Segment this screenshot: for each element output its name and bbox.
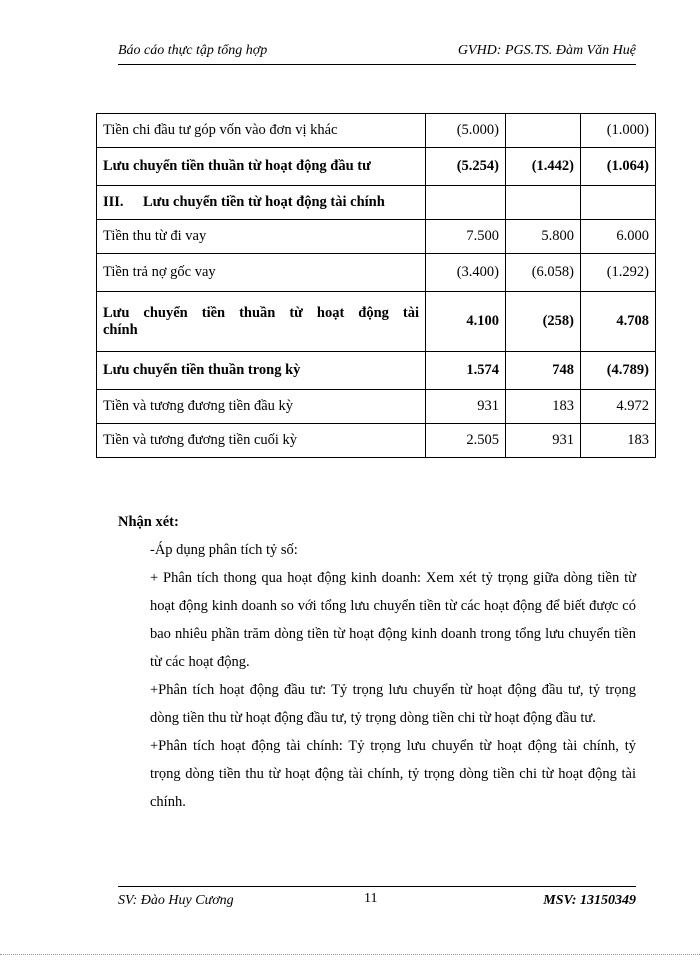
cell-value: 6.000: [581, 220, 656, 254]
cell-value: 183: [581, 424, 656, 458]
cash-flow-table: [96, 113, 656, 458]
table-row: [97, 220, 656, 254]
cell-value: 748: [506, 352, 581, 390]
header-supervisor: GVHD: PGS.TS. Đàm Văn Huệ: [457, 43, 636, 58]
page-footer: [118, 886, 636, 915]
table-row: [97, 114, 656, 148]
row-label-line1: Lưu chuyển tiền thuần từ hoạt động tài: [103, 304, 419, 321]
comment-paragraph-investment: +Phân tích hoạt động đầu tư: Tỷ trọng lưu chuyển từ hoạt động đầu tư, tỷ trọng dòng tiền thu từ hoạt động đầu tư, tỷ trọng dòng tiền chi từ hoạt động đầu tư.: [150, 682, 636, 726]
cell-value: [506, 186, 581, 220]
row-label: Tiền chi đầu tư góp vốn vào đơn vị khác: [97, 114, 426, 148]
row-label: [97, 292, 426, 352]
header-report-title: Báo cáo thực tập tổng hợp: [118, 43, 268, 58]
page-number: 11: [364, 891, 378, 906]
comment-paragraph-business: + Phân tích thong qua hoạt động kinh doanh: Xem xét tỷ trọng giữa dòng tiền từ hoạt động kinh doanh so với tổng lưu chuyển tiền từ các hoạt động để biết được có bao nhiêu phần trăm dòng tiền từ hoạt động kinh doanh trong tổng lưu chuyển tiền từ các hoạt động.: [150, 570, 636, 670]
cell-value: [581, 186, 656, 220]
row-label: Lưu chuyển tiền từ hoạt động tài chính: [143, 194, 385, 210]
cell-value: 931: [426, 390, 506, 424]
cell-value: (1.442): [506, 148, 581, 186]
footer-student: SV: Đào Huy Cương: [118, 893, 234, 908]
row-label: Tiền và tương đương tiền cuối kỳ: [97, 424, 426, 458]
cell-value: (1.292): [581, 254, 656, 292]
comment-paragraph-financial: +Phân tích hoạt động tài chính: Tỷ trọng lưu chuyển từ hoạt động tài chính, tỷ trọng dòng tiền thu từ hoạt động tài chính, tỷ trọng dòng tiền chi từ hoạt động tài chính.: [150, 738, 636, 810]
cell-value: 931: [506, 424, 581, 458]
cell-value: 4.972: [581, 390, 656, 424]
row-label: Lưu chuyển tiền thuần từ hoạt động đầu tư: [97, 148, 426, 186]
comments-intro: -Áp dụng phân tích tỷ số:: [150, 542, 298, 558]
table-row: [97, 390, 656, 424]
row-label: Tiền và tương đương tiền đầu kỳ: [97, 390, 426, 424]
comments-title: Nhận xét:: [118, 514, 179, 530]
cell-value: (4.789): [581, 352, 656, 390]
table-row: [97, 352, 656, 390]
row-label: Tiền thu từ đi vay: [97, 220, 426, 254]
cell-value: 2.505: [426, 424, 506, 458]
cell-value: 183: [506, 390, 581, 424]
cell-value: [426, 186, 506, 220]
table-row: [97, 148, 656, 186]
cell-value: (6.058): [506, 254, 581, 292]
cell-value: 7.500: [426, 220, 506, 254]
row-label-line2: chính: [103, 321, 138, 338]
cell-value: (1.000): [581, 114, 656, 148]
table-row-section: [97, 186, 656, 220]
row-label: Lưu chuyển tiền thuần trong kỳ: [97, 352, 426, 390]
table-row: [97, 292, 656, 352]
footer-student-id: MSV: 13150349: [543, 893, 636, 908]
cell-value: [506, 114, 581, 148]
table-row: [97, 254, 656, 292]
row-label: Tiền trả nợ gốc vay: [97, 254, 426, 292]
cell-value: (1.064): [581, 148, 656, 186]
cell-value: (258): [506, 292, 581, 352]
section-number: III.: [103, 194, 124, 210]
cell-value: 4.708: [581, 292, 656, 352]
section-heading: [97, 186, 426, 220]
cell-value: (5.000): [426, 114, 506, 148]
table-row: [97, 424, 656, 458]
cell-value: (3.400): [426, 254, 506, 292]
comments-section: [118, 508, 636, 816]
page-header: [118, 40, 636, 65]
cell-value: 4.100: [426, 292, 506, 352]
cell-value: 1.574: [426, 352, 506, 390]
cell-value: 5.800: [506, 220, 581, 254]
page-edge-divider: [0, 954, 700, 955]
cell-value: (5.254): [426, 148, 506, 186]
